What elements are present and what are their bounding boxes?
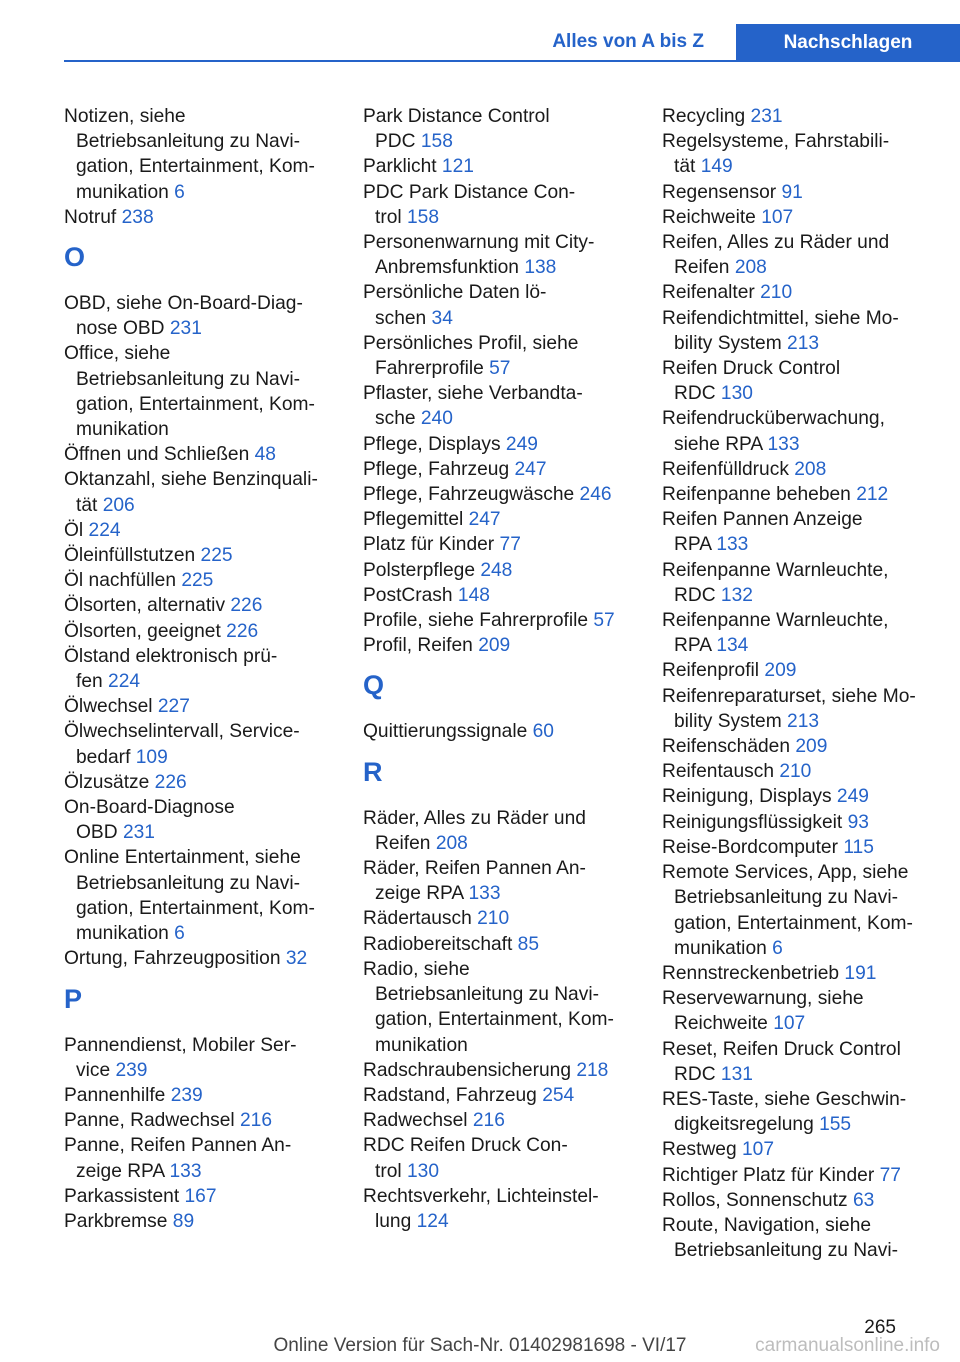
index-term: Quittierungssignale [363, 721, 528, 743]
page-reference-link[interactable]: 149 [700, 156, 733, 178]
index-entry [662, 507, 952, 557]
index-entry [662, 280, 952, 305]
index-term: Ölsorten, geeignet [64, 620, 221, 642]
index-term: Reifenprofil [662, 660, 760, 682]
index-letter-heading: P [64, 983, 83, 1014]
page-reference-link[interactable]: 131 [720, 1063, 753, 1085]
index-term: Ölzusätze [64, 771, 150, 793]
index-entry [64, 543, 354, 568]
page-reference-link[interactable]: 213 [787, 332, 820, 354]
index-entry [662, 1188, 952, 1213]
index-entry [363, 180, 653, 230]
index-entry [363, 482, 653, 507]
page-reference-link[interactable]: 254 [542, 1084, 575, 1106]
index-entry [363, 280, 653, 330]
index-entry [662, 1163, 952, 1188]
index-entry [662, 180, 952, 205]
index-entry [662, 684, 952, 734]
page-reference-link[interactable]: 191 [844, 962, 877, 984]
index-entry [363, 104, 653, 154]
index-entry [662, 482, 952, 507]
page-reference-link[interactable]: 225 [181, 570, 214, 592]
index-term: Radiobereitschaft [363, 933, 513, 955]
index-term: Öffnen und Schließen [64, 444, 250, 466]
page-reference-link[interactable]: 130 [720, 383, 753, 405]
page-reference-link[interactable]: 206 [102, 494, 135, 516]
page-reference-link[interactable]: 213 [787, 710, 820, 732]
page-reference-link[interactable]: 212 [856, 484, 889, 506]
index-term: Profile, siehe Fahrerprofile [363, 610, 589, 632]
footer-text: Online Version für Sach-Nr. 01402981698 - VI/17 [273, 1335, 687, 1356]
page-reference-link[interactable]: 32 [285, 948, 308, 970]
index-entry [662, 658, 952, 683]
page-reference-link[interactable]: 218 [576, 1059, 609, 1081]
index-entry [64, 1209, 354, 1234]
index-entry [662, 129, 952, 179]
index-term: Pflegemittel [363, 509, 464, 531]
page-reference-link[interactable]: 210 [779, 761, 812, 783]
page-reference-link[interactable]: 226 [226, 620, 259, 642]
index-entry [64, 1033, 354, 1083]
index-term: Parkbremse [64, 1210, 168, 1232]
index-term: Reifenalter [662, 282, 755, 304]
page-reference-link[interactable]: 107 [773, 1013, 806, 1035]
page-reference-link[interactable]: 208 [794, 458, 827, 480]
index-term: Online Entertainment, siehe Betriebsanleitung zu Navi- gation, Entertainment, Kom- munikation [64, 847, 315, 945]
index-entry [662, 961, 952, 986]
page-reference-link[interactable]: 247 [514, 458, 547, 480]
index-entry [662, 306, 952, 356]
index-entry [363, 1184, 653, 1234]
index-term: Radstand, Fahrzeug [363, 1084, 537, 1106]
page-reference-link[interactable]: 77 [499, 534, 521, 556]
index-entry [662, 558, 952, 608]
index-entry [363, 608, 653, 633]
index-term: Radschraubensicherung [363, 1059, 571, 1081]
index-term: Rennstreckenbetrieb [662, 962, 840, 984]
index-term: Reise-Bordcomputer [662, 836, 838, 858]
page-reference-link[interactable]: 247 [468, 509, 501, 531]
index-term: Rechtsverkehr, Lichteinstel- lung [363, 1185, 599, 1232]
index-term: Reinigungsflüssigkeit [662, 811, 843, 833]
section-title: Alles von A bis Z [552, 31, 704, 52]
page-reference-link[interactable]: 208 [435, 832, 468, 854]
page-reference-link[interactable]: 248 [480, 559, 513, 581]
index-term: Reifenfülldruck [662, 458, 789, 480]
index-term: Reifentausch [662, 761, 774, 783]
index-term: Notizen, siehe Betriebsanleitung zu Navi- gation, Entertainment, Kom- munikation [64, 106, 315, 203]
index-entry [363, 957, 653, 1058]
index-entry [363, 856, 653, 906]
index-entry [662, 734, 952, 759]
index-column-3 [662, 104, 952, 1263]
index-entry [64, 291, 354, 341]
index-entry [64, 946, 354, 971]
index-term: Reinigung, Displays [662, 786, 832, 808]
index-entry [64, 1083, 354, 1108]
page-reference-link[interactable]: 231 [122, 822, 155, 844]
page-reference-link[interactable]: 210 [477, 908, 510, 930]
page-reference-link[interactable]: 132 [720, 584, 753, 606]
page-reference-link[interactable]: 6 [174, 181, 185, 203]
index-term: Öleinfüllstutzen [64, 545, 196, 567]
page-reference-link[interactable]: 109 [135, 746, 168, 768]
index-term: Pflege, Displays [363, 433, 501, 455]
index-entry [363, 906, 653, 931]
watermark: carmanualsonline.info [755, 1335, 940, 1356]
index-entry [363, 633, 653, 658]
page-reference-link[interactable]: 246 [579, 484, 612, 506]
index-term: Route, Navigation, siehe Betriebsanleitung zu Navi- [662, 1214, 898, 1262]
index-entry [64, 442, 354, 467]
index-term: Pflege, Fahrzeug [363, 458, 510, 480]
page-reference-link[interactable]: 115 [843, 836, 874, 858]
index-entry [64, 644, 354, 694]
index-term: Platz für Kinder [363, 534, 495, 556]
index-term: On-Board-Diagnose OBD [64, 797, 235, 844]
index-entry [363, 154, 653, 179]
page-reference-link[interactable]: 226 [154, 771, 187, 793]
index-entry [363, 507, 653, 532]
index-entry [662, 608, 952, 658]
page-reference-link[interactable]: 85 [517, 933, 540, 955]
page-reference-link[interactable]: 60 [532, 721, 554, 743]
index-entry [662, 784, 952, 809]
index-entry [662, 1213, 952, 1263]
index-term: Räder, Alles zu Räder und Reifen [363, 807, 586, 854]
index-term: Ortung, Fahrzeugposition [64, 948, 281, 970]
page-reference-link[interactable]: 107 [742, 1139, 775, 1161]
index-term: Reifendrucküberwachung, siehe RPA [662, 408, 885, 455]
index-term: Richtiger Platz für Kinder [662, 1164, 875, 1186]
index-entry [64, 467, 354, 517]
page-reference-link[interactable]: 133 [767, 433, 800, 455]
page-reference-link[interactable]: 158 [420, 131, 453, 153]
page-reference-link[interactable]: 130 [407, 1160, 440, 1182]
index-term: Panne, Reifen Pannen An- zeige RPA [64, 1135, 292, 1182]
index-term: Reifen Druck Control RDC [662, 358, 841, 405]
index-entry [363, 331, 653, 381]
index-entry [662, 457, 952, 482]
page-reference-link[interactable]: 224 [108, 671, 141, 693]
page-reference-link[interactable]: 226 [230, 595, 263, 617]
index-term: PostCrash [363, 584, 453, 606]
index-entry [662, 1137, 952, 1162]
index-term: Remote Services, App, siehe Betriebsanleitung zu Navi- gation, Entertainment, Kom- munikation [662, 862, 913, 959]
index-entry [662, 1037, 952, 1087]
index-entry [64, 795, 354, 845]
index-entry [363, 1058, 653, 1083]
index-entry [662, 406, 952, 456]
page-reference-link[interactable]: 48 [254, 444, 276, 466]
page-reference-link[interactable]: 133 [169, 1160, 202, 1182]
index-entry [662, 810, 952, 835]
index-term: Pflege, Fahrzeugwäsche [363, 484, 575, 506]
page-reference-link[interactable]: 34 [431, 307, 453, 329]
index-letter-heading: O [64, 242, 86, 273]
index-term: Recycling [662, 106, 746, 127]
index-term: Notruf [64, 206, 117, 228]
page-reference-link[interactable]: 238 [121, 206, 154, 228]
index-term: Reifenpanne Warnleuchte, RDC [662, 559, 889, 606]
index-term: Räder, Reifen Pannen An- zeige RPA [363, 858, 586, 905]
index-entry [662, 356, 952, 406]
page-reference-link[interactable]: 249 [836, 786, 869, 808]
index-entry [64, 1108, 354, 1133]
page-footer [0, 1335, 960, 1357]
index-column-2 [363, 104, 653, 1234]
index-term: Reservewarnung, siehe Reichweite [662, 988, 864, 1035]
page-reference-link[interactable]: 208 [734, 257, 767, 279]
index-term: Persönliche Daten lö- schen [363, 282, 547, 329]
index-term: Reset, Reifen Druck Control RDC [662, 1038, 901, 1085]
index-entry [363, 583, 653, 608]
page-number: 265 [864, 1317, 896, 1338]
index-term: Polsterpflege [363, 559, 475, 581]
index-term: Parkassistent [64, 1185, 180, 1207]
page-reference-link[interactable]: 167 [184, 1185, 217, 1207]
page-header [0, 0, 960, 62]
page-reference-link[interactable]: 224 [88, 519, 121, 541]
index-entry [363, 532, 653, 557]
page-reference-link[interactable]: 209 [795, 736, 828, 758]
page-reference-link[interactable]: 158 [407, 206, 440, 228]
index-entry [64, 1133, 354, 1183]
index-column-1 [64, 104, 354, 1234]
page-reference-link[interactable]: 6 [174, 923, 185, 945]
page-reference-link[interactable]: 133 [468, 883, 501, 905]
page-reference-link[interactable]: 63 [852, 1189, 875, 1211]
page-reference-link[interactable]: 216 [472, 1110, 505, 1132]
index-term: Personenwarnung mit City- Anbremsfunktion [363, 232, 595, 279]
index-entry [662, 860, 952, 961]
index-term: Restweg [662, 1139, 737, 1161]
index-term: Park Distance Control PDC [363, 106, 550, 153]
index-entry [64, 770, 354, 795]
index-entry [363, 719, 653, 744]
index-term: Ölsorten, alternativ [64, 595, 226, 617]
index-entry [64, 104, 354, 205]
index-entry [64, 694, 354, 719]
index-term: Reifen Pannen Anzeige RPA [662, 509, 863, 556]
index-entry [64, 1184, 354, 1209]
index-term: Pannendienst, Mobiler Ser- vice [64, 1034, 297, 1081]
page-reference-link[interactable]: 225 [200, 545, 233, 567]
index-term: Reifenreparaturset, siehe Mo- bility System [662, 685, 916, 732]
page-reference-link[interactable]: 89 [172, 1210, 195, 1232]
page-reference-link[interactable]: 155 [819, 1114, 852, 1136]
index-entry [363, 1108, 653, 1133]
index-term: Oktanzahl, siehe Benzinquali- tät [64, 469, 318, 516]
index-term: RES-Taste, siehe Geschwin- digkeitsregelung [662, 1088, 907, 1136]
index-term: Ölwechselintervall, Service- bedarf [64, 721, 300, 768]
index-term: Öl [64, 519, 84, 541]
index-term: Öl nachfüllen [64, 570, 176, 592]
index-entry [363, 1083, 653, 1108]
page-reference-link[interactable]: 124 [416, 1210, 449, 1232]
page-reference-link[interactable]: 57 [489, 358, 511, 380]
index-entry [363, 558, 653, 583]
index-term: Reifenschäden [662, 736, 791, 758]
index-entry [363, 806, 653, 856]
index-entry [662, 104, 952, 129]
index-term: Rollos, Sonnenschutz [662, 1189, 848, 1211]
index-term: Regelsysteme, Fahrstabili- tät [662, 131, 890, 178]
page-reference-link[interactable]: 107 [761, 206, 794, 228]
page-reference-link[interactable]: 134 [716, 635, 749, 657]
page-reference-link[interactable]: 148 [457, 584, 490, 606]
index-term: Profil, Reifen [363, 635, 473, 657]
index-entry [363, 932, 653, 957]
page-reference-link[interactable]: 239 [115, 1059, 148, 1081]
index-letter-heading: Q [363, 670, 385, 701]
index-term: Reifendichtmittel, siehe Mo- bility System [662, 307, 899, 354]
index-entry [64, 341, 354, 442]
chapter-tab[interactable]: Nachschlagen [736, 24, 960, 62]
index-entry [662, 835, 952, 860]
index-entry [64, 845, 354, 946]
index-entry [64, 205, 354, 230]
index-entry [662, 1087, 952, 1137]
index-entry [363, 1133, 653, 1183]
index-term: Regensensor [662, 181, 777, 203]
index-term: OBD, siehe On-Board-Diag- nose OBD [64, 293, 303, 340]
index-term: Reifenpanne beheben [662, 484, 851, 506]
page-reference-link[interactable]: 91 [781, 181, 803, 203]
index-entry [64, 593, 354, 618]
page-reference-link[interactable]: 93 [847, 811, 869, 833]
index-term: Ölstand elektronisch prü- fen [64, 645, 278, 693]
index-entry [64, 719, 354, 769]
index-entry [64, 619, 354, 644]
index-term: RDC Reifen Druck Con- trol [363, 1135, 568, 1182]
index-entry [363, 457, 653, 482]
index-term: Pannenhilfe [64, 1084, 166, 1106]
page-reference-link[interactable]: 231 [169, 318, 202, 340]
index-term: PDC Park Distance Con- trol [363, 181, 576, 228]
index-entry [662, 230, 952, 280]
index-term: Radwechsel [363, 1110, 468, 1132]
index-entry [662, 986, 952, 1036]
index-letter-heading: R [363, 756, 383, 787]
index-entry [64, 568, 354, 593]
index-entry [363, 432, 653, 457]
page-reference-link[interactable]: 231 [750, 106, 783, 127]
page-reference-link[interactable]: 6 [772, 937, 783, 959]
index-term: Reifen, Alles zu Räder und Reifen [662, 232, 890, 279]
page-reference-link[interactable]: 227 [157, 696, 190, 718]
page-reference-link[interactable]: 209 [478, 635, 511, 657]
page-reference-link[interactable]: 210 [760, 282, 793, 304]
index-term: Parklicht [363, 156, 437, 178]
page-reference-link[interactable]: 209 [764, 660, 797, 682]
index-entry [363, 230, 653, 280]
index-term: Office, siehe Betriebsanleitung zu Navi- gation, Entertainment, Kom- munikation [64, 343, 315, 441]
index-entry [363, 381, 653, 431]
index-term: Rädertausch [363, 908, 472, 930]
page-reference-link[interactable]: 239 [170, 1084, 203, 1106]
index-term: Radio, siehe Betriebsanleitung zu Navi- gation, Entertainment, Kom- munikation [363, 958, 614, 1056]
page-reference-link[interactable]: 138 [524, 257, 557, 279]
page-reference-link[interactable]: 57 [593, 610, 615, 632]
page-reference-link[interactable]: 121 [441, 156, 474, 178]
page-reference-link[interactable]: 249 [505, 433, 538, 455]
page-reference-link[interactable]: 77 [879, 1164, 901, 1186]
index-term: Ölwechsel [64, 696, 153, 718]
index-term: Panne, Radwechsel [64, 1110, 235, 1132]
index-term: Pflaster, siehe Verbandta- sche [363, 383, 583, 430]
header-rule [64, 60, 960, 62]
index-entry [64, 518, 354, 543]
index-entry [662, 205, 952, 230]
page-reference-link[interactable]: 216 [240, 1110, 273, 1132]
page-reference-link[interactable]: 133 [716, 534, 749, 556]
index-term: Reichweite [662, 206, 756, 228]
page-reference-link[interactable]: 240 [420, 408, 453, 430]
index-term: Persönliches Profil, siehe Fahrerprofile [363, 332, 579, 380]
index-entry [662, 759, 952, 784]
index-term: Reifenpanne Warnleuchte, RPA [662, 610, 889, 657]
